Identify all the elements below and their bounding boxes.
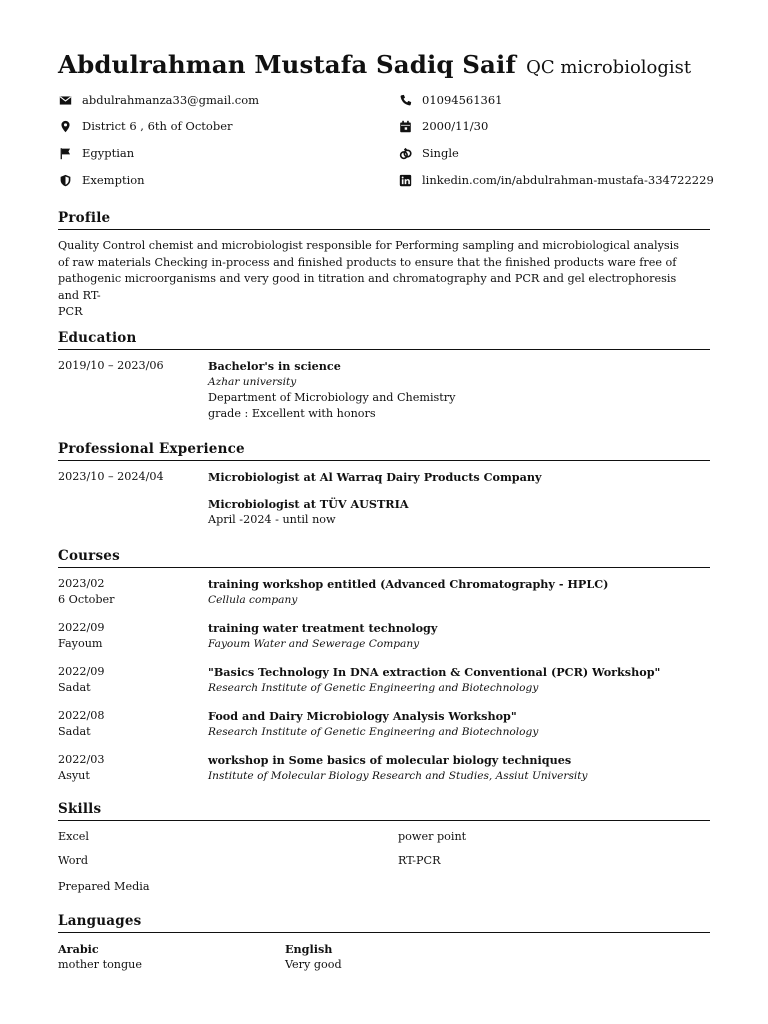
contact-email[interactable] [58, 93, 259, 107]
section-divider [58, 567, 710, 568]
experience-title: Microbiologist at Al Warraq Dairy Products Company [208, 470, 542, 484]
course-place: 6 October [58, 593, 115, 606]
education-degree: Bachelor's in science [208, 359, 341, 373]
education-entry [208, 358, 708, 422]
nationality-text: Egyptian [82, 146, 135, 160]
section-title-profile: Profile [58, 210, 111, 226]
course-title: Food and Dairy Microbiology Analysis Workshop" [208, 709, 517, 723]
resume-header [58, 50, 691, 79]
contact-address [58, 119, 233, 133]
course-org: Research Institute of Genetic Engineering and Biotechnology [208, 726, 539, 738]
experience-title: Microbiologist at TÜV AUSTRIA [208, 497, 409, 511]
experience-dates: 2023/10 – 2024/04 [58, 470, 164, 483]
education-grade: grade : Excellent with honors [208, 407, 376, 420]
course-date-place [58, 576, 114, 608]
course-title: training water treatment technology [208, 621, 438, 635]
linkedin-icon [398, 173, 412, 187]
experience-entry [208, 496, 708, 528]
military-text: Exemption [82, 173, 145, 187]
section-title-languages: Languages [58, 913, 142, 929]
course-place: Sadat [58, 681, 91, 694]
course-date: 2022/03 [58, 753, 105, 766]
job-title: QC microbiologist [526, 57, 692, 78]
course-date: 2022/09 [58, 665, 105, 678]
course-date-place [58, 620, 104, 652]
linkedin-text: linkedin.com/in/abdulrahman-mustafa-334722229 [422, 173, 714, 187]
address-text: District 6 , 6th of October [82, 119, 233, 133]
course-date-place [58, 664, 104, 696]
education-school: Azhar university [208, 376, 297, 388]
phone-text: 01094561361 [422, 93, 503, 107]
section-divider [58, 229, 710, 230]
envelope-icon [58, 93, 72, 107]
course-place: Asyut [58, 769, 90, 782]
language-level: mother tongue [58, 958, 142, 971]
course-date-place [58, 708, 104, 740]
section-divider [58, 820, 710, 821]
education-department: Department of Microbiology and Chemistry [208, 391, 456, 404]
shield-icon [58, 173, 72, 187]
course-title: workshop in Some basics of molecular biology techniques [208, 753, 572, 767]
contact-phone[interactable] [398, 93, 502, 107]
language-entry [285, 941, 342, 973]
contact-nationality [58, 146, 134, 160]
contact-birthdate [398, 119, 488, 133]
course-entry [208, 620, 708, 652]
course-org: Institute of Molecular Biology Research and Studies, Assiut University [208, 770, 588, 782]
section-divider [58, 349, 710, 350]
language-level: Very good [285, 958, 342, 971]
contact-military [58, 173, 145, 187]
course-entry [208, 664, 708, 696]
candidate-name: Abdulrahman Mustafa Sadiq Saif [58, 50, 517, 79]
course-entry [208, 576, 708, 608]
section-title-courses: Courses [58, 548, 120, 564]
skill-item: power point [398, 830, 467, 843]
contact-linkedin[interactable] [398, 173, 714, 187]
section-title-skills: Skills [58, 801, 102, 817]
birthdate-text: 2000/11/30 [422, 119, 489, 133]
course-date: 2022/08 [58, 709, 105, 722]
skill-item: Excel [58, 830, 89, 843]
profile-line: pathogenic microorganisms and very good in titration and chromatography and PCR and gel electrophoresis and RT- [58, 272, 677, 302]
course-date: 2022/09 [58, 621, 105, 634]
course-entry [208, 752, 708, 784]
section-title-education: Education [58, 330, 137, 346]
course-date: 2023/02 [58, 577, 105, 590]
marital-status-text: Single [422, 146, 459, 160]
profile-line: PCR [58, 305, 83, 318]
course-title: "Basics Technology In DNA extraction & Conventional (PCR) Workshop" [208, 665, 661, 679]
calendar-icon [398, 119, 412, 133]
section-divider [58, 932, 710, 933]
section-title-experience: Professional Experience [58, 441, 245, 457]
rings-icon [398, 146, 412, 160]
flag-icon [58, 146, 72, 160]
experience-detail: April -2024 - until now [208, 513, 336, 526]
location-pin-icon [58, 119, 72, 133]
skill-item: Word [58, 854, 88, 867]
skill-item: RT-PCR [398, 854, 441, 867]
email-text: abdulrahmanza33@gmail.com [82, 93, 260, 107]
course-place: Sadat [58, 725, 91, 738]
course-date-place [58, 752, 104, 784]
section-divider [58, 460, 710, 461]
language-name: Arabic [58, 942, 99, 956]
skill-item: Prepared Media [58, 880, 150, 893]
contact-marital-status [398, 146, 459, 160]
language-name: English [285, 942, 333, 956]
course-org: Research Institute of Genetic Engineering and Biotechnology [208, 682, 539, 694]
language-entry [58, 941, 142, 973]
profile-line: Quality Control chemist and microbiologist responsible for Performing sampling and microbiological analysis [58, 239, 679, 252]
course-org: Fayoum Water and Sewerage Company [208, 638, 420, 650]
education-dates: 2019/10 – 2023/06 [58, 359, 164, 372]
course-place: Fayoum [58, 637, 103, 650]
profile-line: of raw materials Checking in-process and finished products to ensure that the finished products ware free of [58, 255, 677, 269]
course-org: Cellula company [208, 594, 298, 606]
profile-text [58, 238, 698, 321]
course-entry [208, 708, 708, 740]
experience-entry [208, 469, 708, 485]
course-title: training workshop entitled (Advanced Chromatography - HPLC) [208, 577, 609, 591]
phone-icon [398, 93, 412, 107]
